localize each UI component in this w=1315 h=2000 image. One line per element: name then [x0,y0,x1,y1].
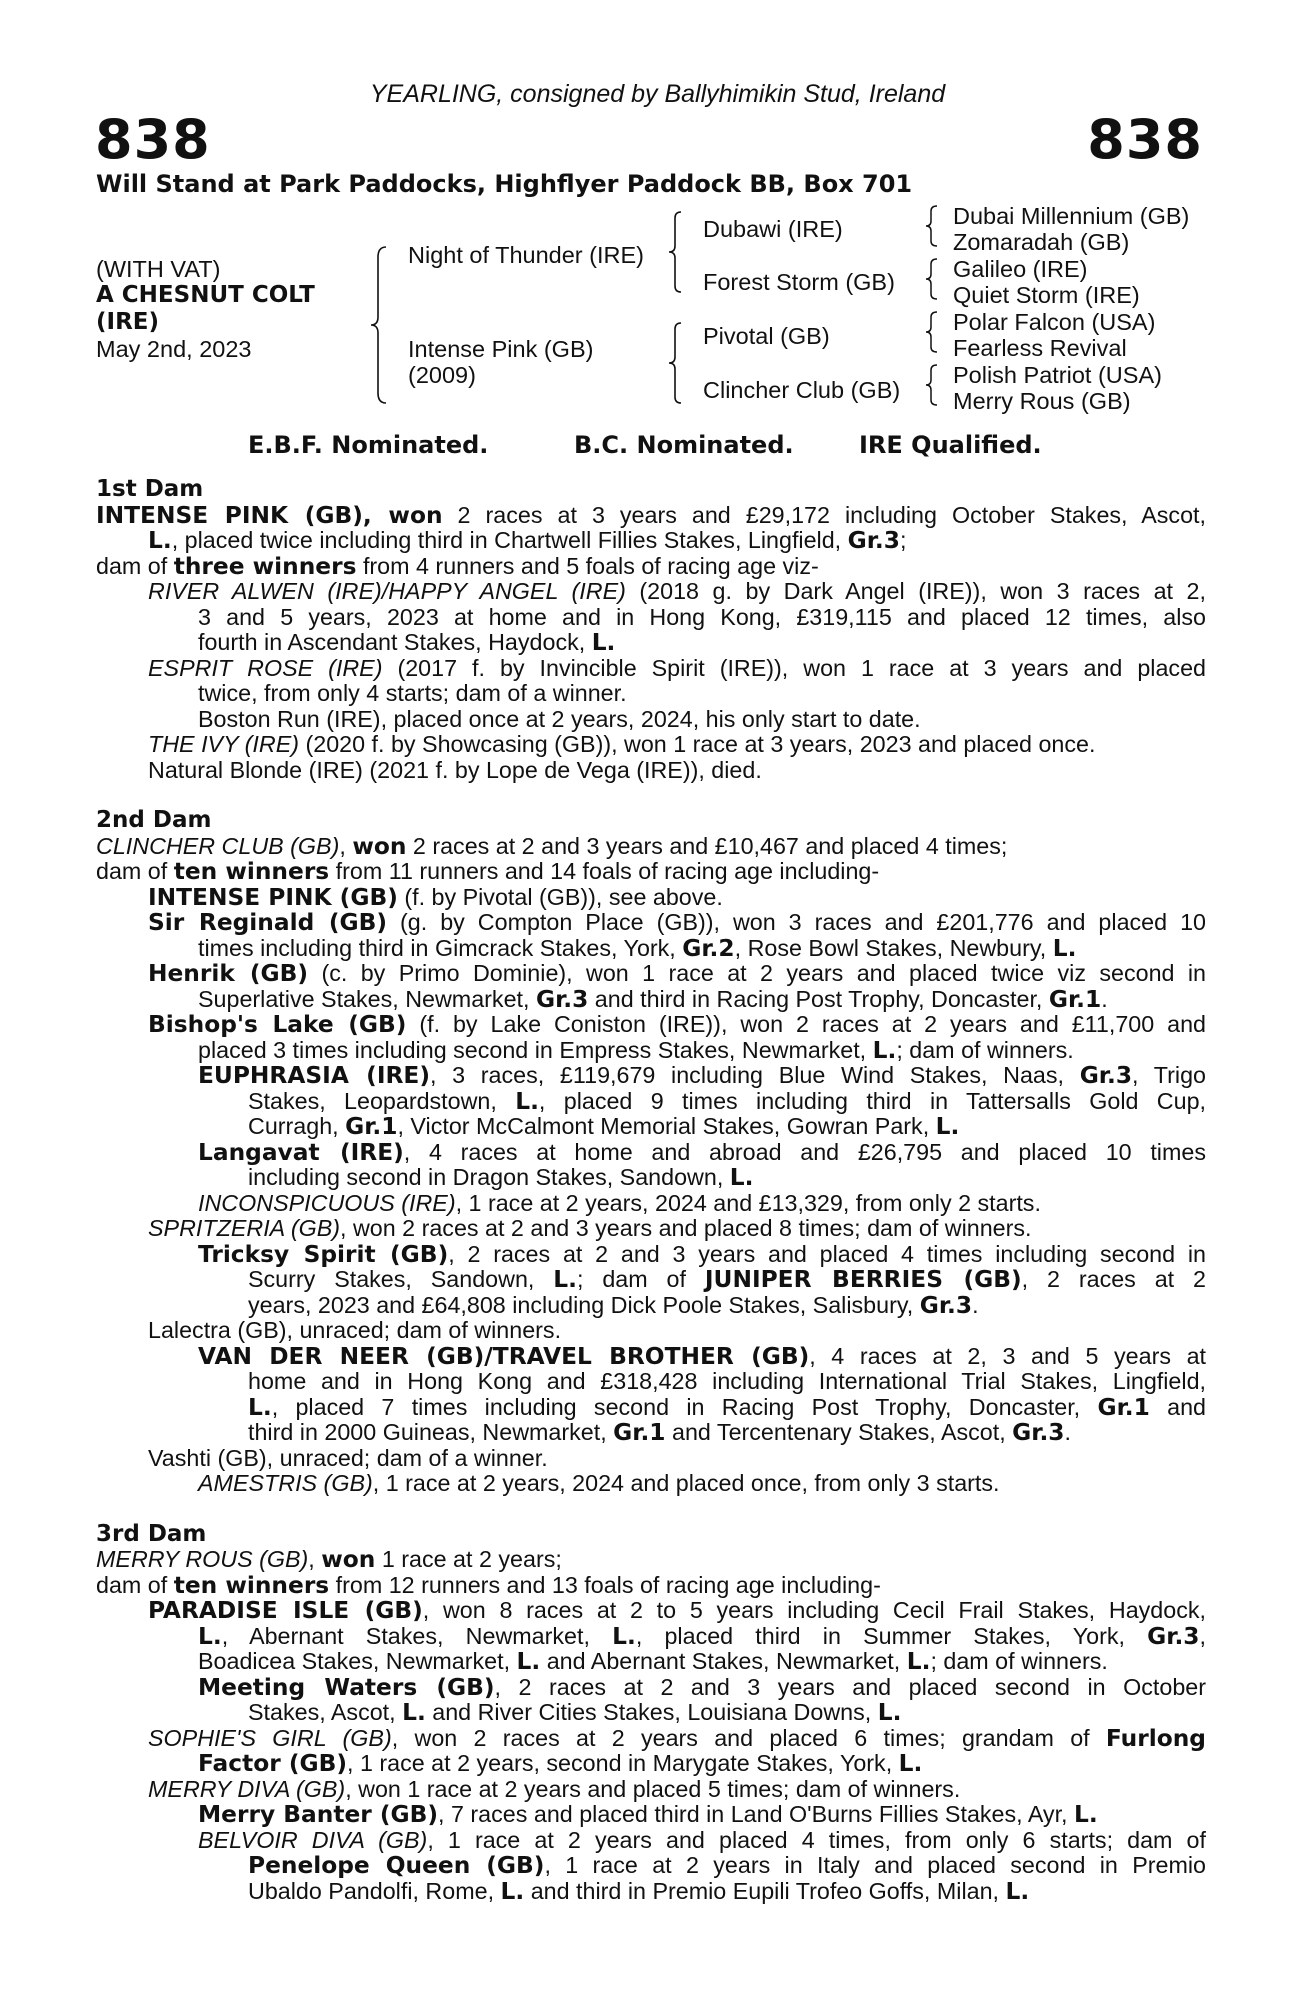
first-dam-line: INTENSE PINK (GB), won 2 races at 3 years and £29,172 including October Stakes, Ascot, [96,502,1206,528]
pedigree-brace-subject [368,245,388,405]
pedigree-sire-dam: Forest Storm (GB) [703,269,895,295]
first-dam-heading: 1st Dam [96,477,204,502]
second-dam-line: INCONSPICUOUS (IRE), 1 race at 2 years, 2024 and £13,329, from only 2 starts. [198,1190,1041,1216]
pedigree-brace-dam [667,321,683,405]
pedigree-dam-dam: Clincher Club (GB) [703,377,901,403]
first-dam-line: Boston Run (IRE), placed once at 2 years, 2024, his only start to date. [198,706,921,732]
second-dam-line: INTENSE PINK (GB) (f. by Pivotal (GB)), see above. [148,884,723,910]
second-dam-line: including second in Dragon Stakes, Sandown, L. [248,1165,754,1191]
third-dam-line: Stakes, Ascot, L. and River Cities Stakes, Louisiana Downs, L. [248,1700,902,1726]
second-dam-line: AMESTRIS (GB), 1 race at 2 years, 2024 and placed once, from only 3 starts. [198,1471,1000,1496]
pedigree-brace-pivotal [925,310,939,354]
third-dam-line: Merry Banter (GB), 7 races and placed third in Land O'Burns Fillies Stakes, Ayr, L. [198,1802,1098,1828]
first-dam-line: fourth in Ascendant Stakes, Haydock, L. [198,630,616,656]
pedigree-ggs-3: Galileo (IRE) [953,256,1088,282]
ire-qualification: IRE Qualified. [859,431,1042,459]
second-dam-line: Scurry Stakes, Sandown, L.; dam of JUNIPER BERRIES (GB), 2 races at 2 [248,1267,1206,1293]
second-dam-line: home and in Hong Kong and £318,428 including International Trial Stakes, Lingfield, [248,1369,1206,1394]
second-dam-line: VAN DER NEER (GB)/TRAVEL BROTHER (GB), 4 races at 2, 3 and 5 years at [198,1343,1206,1369]
pedigree-sire-sire: Dubawi (IRE) [703,216,843,242]
first-dam-line: dam of three winners from 4 runners and 5 foals of racing age viz- [96,553,819,579]
catalogue-body [96,477,1206,1904]
first-dam-line: 3 and 5 years, 2023 at home and in Hong Kong, £319,115 and placed 12 times, also [198,604,1206,630]
ebf-nomination: E.B.F. Nominated. [248,431,489,459]
foaling-date: May 2nd, 2023 [96,336,252,362]
subject-name: A CHESNUT COLT [96,282,315,308]
pedigree-ggs-5: Polar Falcon (USA) [953,309,1156,335]
second-dam-line: Curragh, Gr.1, Victor McCalmont Memorial Stakes, Gowran Park, L. [248,1114,960,1140]
second-dam-heading: 2nd Dam [96,808,212,833]
second-dam-line: Henrik (GB) (c. by Primo Dominie), won 1 race at 2 years and placed twice viz second in [148,961,1206,987]
pedigree-dam-sire: Pivotal (GB) [703,323,830,349]
third-dam-line: Boadicea Stakes, Newmarket, L. and Abernant Stakes, Newmarket, L.; dam of winners. [198,1649,1108,1675]
stand-location: Will Stand at Park Paddocks, Highflyer Paddock BB, Box 701 [96,170,913,198]
second-dam-line: CLINCHER CLUB (GB), won 2 races at 2 and 3 years and £10,467 and placed 4 times; [96,833,1008,859]
pedigree-ggs-1: Dubai Millennium (GB) [953,203,1190,229]
pedigree-ggs-2: Zomaradah (GB) [953,229,1130,255]
vat-note: (WITH VAT) [96,256,221,282]
third-dam-line: MERRY DIVA (GB), won 1 race at 2 years and placed 5 times; dam of winners. [148,1776,961,1802]
first-dam-line: L., placed twice including third in Chartwell Fillies Stakes, Lingfield, Gr.3; [148,528,907,554]
pedigree-brace-sire [667,210,683,294]
first-dam-line: THE IVY (IRE) (2020 f. by Showcasing (GB)), won 1 race at 3 years, 2023 and placed once. [148,732,1096,757]
pedigree-ggs-4: Quiet Storm (IRE) [953,282,1140,308]
second-dam-line: SPRITZERIA (GB), won 2 races at 2 and 3 years and placed 8 times; dam of winners. [148,1216,1032,1241]
third-dam-line: dam of ten winners from 12 runners and 13 foals of racing age including- [96,1572,881,1598]
third-dam-line: Ubaldo Pandolfi, Rome, L. and third in Premio Eupili Trofeo Goffs, Milan, L. [248,1878,1030,1904]
pedigree-sire: Night of Thunder (IRE) [408,242,644,268]
pedigree-brace-forest-storm [925,257,939,301]
pedigree-ggs-8: Merry Rous (GB) [953,388,1131,414]
third-dam-line: SOPHIE'S GIRL (GB), won 2 races at 2 years and placed 6 times; grandam of Furlong [148,1725,1206,1751]
second-dam-line: Bishop's Lake (GB) (f. by Lake Coniston (IRE)), won 2 races at 2 years and £11,700 and [148,1012,1206,1038]
second-dam-line: Tricksy Spirit (GB), 2 races at 2 and 3 years and placed 4 times including second in [198,1241,1206,1267]
pedigree-brace-clincher-club [925,363,939,407]
subject-name-country: (IRE) [96,309,160,335]
third-dam-line: Meeting Waters (GB), 2 races at 2 and 3 years and placed second in October [198,1674,1206,1700]
second-dam-line: Vashti (GB), unraced; dam of a winner. [148,1445,548,1471]
consignment-line: YEARLING, consigned by Ballyhimikin Stud, Ireland [369,80,946,108]
second-dam-line: Superlative Stakes, Newmarket, Gr.3 and third in Racing Post Trophy, Doncaster, Gr.1. [198,986,1108,1012]
first-dam-line: RIVER ALWEN (IRE)/HAPPY ANGEL (IRE) (2018 g. by Dark Angel (IRE)), won 3 races at 2, [148,579,1206,604]
second-dam-line: placed 3 times including second in Empress Stakes, Newmarket, L.; dam of winners. [198,1037,1074,1063]
second-dam-line: Lalectra (GB), unraced; dam of winners. [148,1318,562,1343]
pedigree-dam: Intense Pink (GB) [408,336,594,362]
second-dam-line: dam of ten winners from 11 runners and 14 foals of racing age including- [96,859,880,885]
second-dam-line: EUPHRASIA (IRE), 3 races, £119,679 including Blue Wind Stakes, Naas, Gr.3, Trigo [198,1063,1206,1089]
pedigree-ggs-6: Fearless Revival [953,335,1127,361]
second-dam-line: Langavat (IRE), 4 races at home and abroad and £26,795 and placed 10 times [198,1139,1206,1165]
second-dam-line: L., placed 7 times including second in Racing Post Trophy, Doncaster, Gr.1 and [248,1394,1206,1420]
second-dam-line: years, 2023 and £64,808 including Dick Poole Stakes, Salisbury, Gr.3. [248,1292,979,1318]
second-dam-line: times including third in Gimcrack Stakes, York, Gr.2, Rose Bowl Stakes, Newbury, L. [198,935,1077,961]
first-dam-line: Natural Blonde (IRE) (2021 f. by Lope de Vega (IRE)), died. [148,757,762,783]
lot-number-right: 838 [1087,108,1203,171]
third-dam-line: Penelope Queen (GB), 1 race at 2 years in Italy and placed second in Premio [248,1853,1206,1879]
lot-number-left: 838 [95,108,211,171]
second-dam-line: third in 2000 Guineas, Newmarket, Gr.1 and Tercentenary Stakes, Ascot, Gr.3. [248,1420,1072,1446]
third-dam-line: BELVOIR DIVA (GB), 1 race at 2 years and placed 4 times, from only 6 starts; dam of [198,1827,1206,1853]
pedigree-dam-year: (2009) [408,362,476,388]
bc-nomination: B.C. Nominated. [574,431,794,459]
third-dam-line: Factor (GB), 1 race at 2 years, second in Marygate Stakes, York, L. [198,1751,923,1777]
first-dam-line: ESPRIT ROSE (IRE) (2017 f. by Invincible Spirit (IRE)), won 1 race at 3 years and placed [148,655,1206,681]
third-dam-line: MERRY ROUS (GB), won 1 race at 2 years; [96,1547,562,1573]
second-dam-line: Stakes, Leopardstown, L., placed 9 times including third in Tattersalls Gold Cup, [248,1088,1206,1114]
second-dam-line: Sir Reginald (GB) (g. by Compton Place (GB)), won 3 races and £201,776 and placed 10 [148,910,1206,936]
third-dam-line: L., Abernant Stakes, Newmarket, L., placed third in Summer Stakes, York, Gr.3, [198,1623,1206,1649]
pedigree-brace-dubawi [925,204,939,248]
first-dam-line: twice, from only 4 starts; dam of a winner. [198,681,627,706]
pedigree-ggs-7: Polish Patriot (USA) [953,362,1162,388]
third-dam-heading: 3rd Dam [96,1521,207,1547]
third-dam-line: PARADISE ISLE (GB), won 8 races at 2 to 5 years including Cecil Frail Stakes, Haydock, [148,1598,1206,1624]
